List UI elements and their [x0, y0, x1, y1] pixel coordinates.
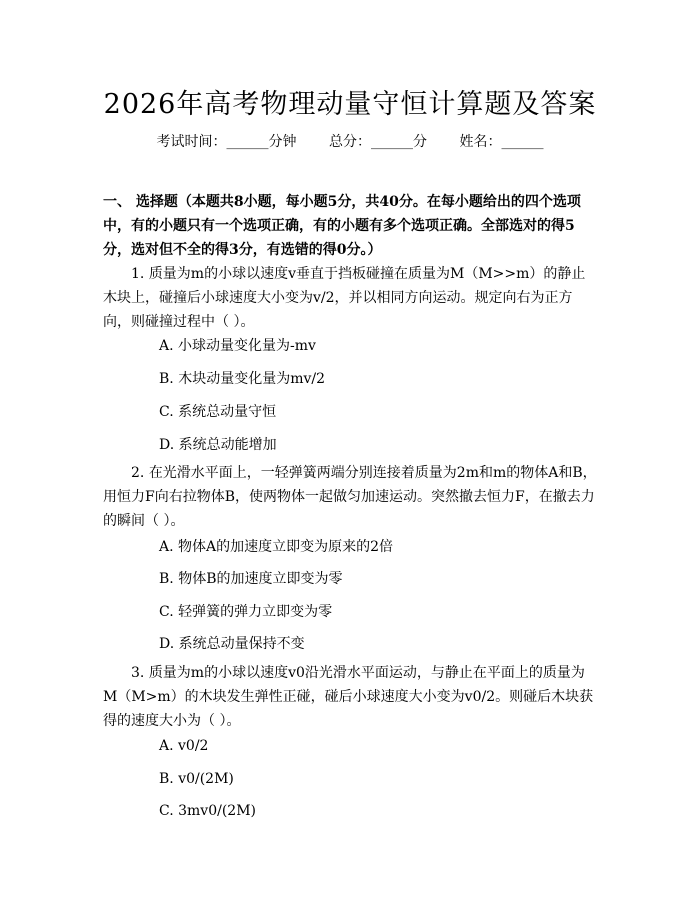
section-heading: 一、 选择题（本题共8小题，每小题5分，共40分。在每小题给出的四个选项中，有的小题只有一个选项正确，有的小题有多个选项正确。全部选对的得5分，选对但不全的得3分，有选错的得0分。）	[103, 194, 581, 258]
option-3a: A. v0/2	[159, 738, 209, 754]
option-1d: D. 系统总动能增加	[159, 437, 277, 453]
question-number: 2.	[131, 465, 145, 481]
question-number: 1.	[131, 266, 145, 282]
question-text: 质量为m的小球以速度v0沿光滑水平面运动，与静止在平面上的质量为M（M>m）的木块发生弹性正碰，碰后小球速度大小变为v0/2。则碰后木块获得的速度大小为（ ）。	[103, 665, 594, 729]
option-2d: D. 系统总动量保持不变	[159, 636, 305, 652]
option-2c: C. 轻弹簧的弹力立即变为零	[159, 604, 333, 620]
question-1	[103, 262, 598, 334]
option-1a: A. 小球动量变化量为-mv	[159, 338, 316, 354]
option-2b: B. 物体B的加速度立即变为零	[159, 571, 343, 587]
option-2a: A. 物体A的加速度立即变为原来的2倍	[159, 539, 394, 555]
option-1c: C. 系统总动量守恒	[159, 404, 277, 420]
page-title: 2026年高考物理动量守恒计算题及答案	[103, 89, 597, 120]
option-3b: B. v0/(2M)	[159, 771, 234, 787]
exam-name: 姓名：______	[459, 134, 544, 150]
question-text: 质量为m的小球以速度v垂直于挡板碰撞在质量为M（M>>m）的静止木块上，碰撞后小球速度大小变为v/2，并以相同方向运动。规定向右为正方向，则碰撞过程中（ ）。	[103, 266, 586, 330]
question-3	[103, 661, 598, 733]
option-3c: C. 3mv0/(2M)	[159, 803, 256, 819]
exam-time: 考试时间：______分钟	[156, 134, 297, 150]
question-text: 在光滑水平面上，一轻弹簧两端分别连接着质量为2m和m的物体A和B，用恒力F向右拉物体B，使两物体一起做匀加速运动。突然撤去恒力F，在撤去力的瞬间（ ）。	[103, 465, 597, 529]
exam-meta	[0, 131, 700, 151]
exam-score: 总分：______分	[329, 134, 427, 150]
option-1b: B. 木块动量变化量为mv/2	[159, 371, 325, 387]
question-2	[103, 461, 598, 533]
question-number: 3.	[131, 665, 145, 681]
